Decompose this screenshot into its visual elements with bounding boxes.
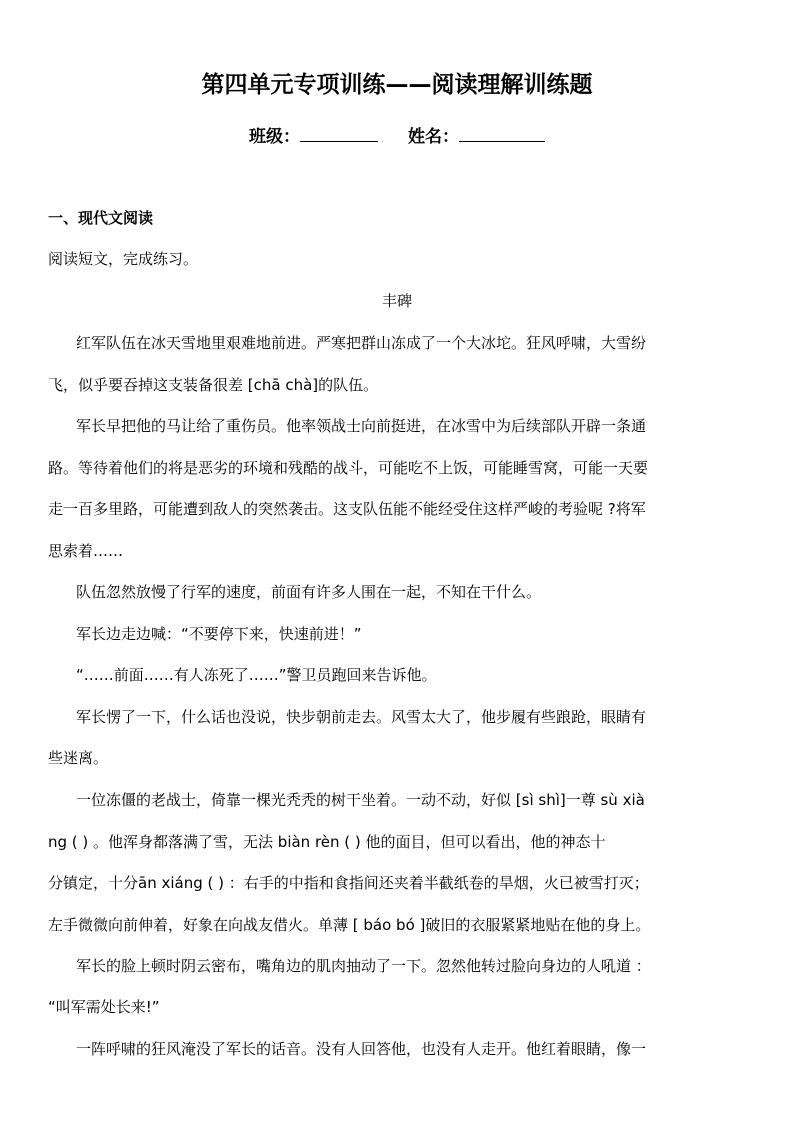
paragraph-line: 飞，似乎要吞掉这支装备很差 [chā chà]的队伍。 (48, 376, 379, 394)
paragraph-line: 军长的脸上顿时阴云密布，嘴角边的肌肉抽动了一下。忽然他转过脸向身边的人吼道 ： (76, 957, 651, 975)
paragraph-line: 一阵呼啸的狂风淹没了军长的话音。没有人回答他，也没有人走开。他红着眼睛，像一 (76, 1040, 647, 1058)
paragraph-line: 红军队伍在冰天雪地里艰难地前进。严寒把群山冻成了一个大冰坨。狂风呼啸，大雪纷 (76, 334, 647, 352)
paragraph-line: 一位冻僵的老战士，倚靠一棵光秃秃的树干坐着。一动不动，好似 [sì shì]一尊 sù xià (76, 791, 645, 809)
worksheet-title: 第四单元专项训练——阅读理解训练题 (201, 72, 593, 98)
paragraph-line: 分镇定，十分ān xiáng ( ) ：右手的中指和食指间还夹着半截纸卷的旱烟，火已被雪打灭； (48, 874, 649, 892)
paragraph-line: 思索着…… (48, 542, 124, 560)
paragraph-line: 走一百多里路，可能遭到敌人的突然袭击。这支队伍能不能经受住这样严峻的考验呢 ?将军 (48, 500, 646, 518)
class-label: 班级： (249, 127, 300, 147)
student-info-row (0, 122, 794, 147)
paragraph-line: 路。等待着他们的将是恶劣的环境和残酷的战斗，可能吃不上饭，可能睡雪窝，可能一天要 (48, 459, 649, 477)
story-title: 丰碑 (381, 292, 412, 310)
section-heading: 一、现代文阅读 (48, 209, 154, 227)
class-blank[interactable] (300, 125, 378, 142)
instruction-text: 阅读短文，完成练习。 (48, 250, 199, 268)
paragraph-line: 些迷离。 (48, 749, 109, 767)
paragraph-line: ng ( ) 。他浑身都落满了雪，无法 biàn rèn ( ) 他的面目，但可以看出，他的神态十 (48, 833, 606, 851)
paragraph-line: “……前面……有人冻死了……”警卫员跑回来告诉他。 (76, 666, 437, 684)
name-label: 姓名： (408, 127, 459, 147)
paragraph-line: “叫军需处长来!” (48, 998, 160, 1016)
name-blank[interactable] (459, 125, 545, 142)
paragraph-line: 队伍忽然放慢了行军的速度，前面有许多人围在一起，不知在干什么。 (76, 583, 542, 601)
paragraph-line: 军长边走边喊：“不要停下来，快速前进！” (76, 625, 362, 643)
paragraph-line: 军长愣了一下，什么话也没说，快步朝前走去。风雪太大了，他步履有些踉跄，眼睛有 (76, 708, 647, 726)
paragraph-line: 左手微微向前伸着，好象在向战友借火。单薄 [ báo bó ]破旧的衣服紧紧地贴在他的身上。 (48, 916, 651, 934)
paragraph-line: 军长早把他的马让给了重伤员。他率领战士向前挺进，在冰雪中为后续部队开辟一条通 (76, 417, 647, 435)
